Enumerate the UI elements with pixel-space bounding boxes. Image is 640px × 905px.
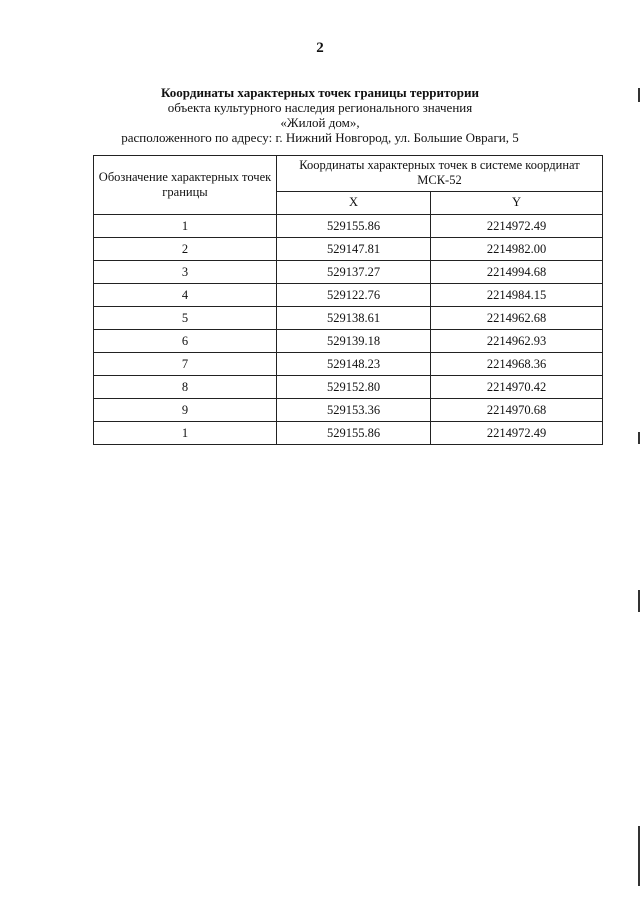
y-header: Y bbox=[431, 191, 603, 214]
y-cell: 2214982.00 bbox=[431, 238, 603, 261]
y-cell: 2214962.68 bbox=[431, 307, 603, 330]
table-row bbox=[94, 261, 603, 284]
heading-line-address: расположенного по адресу: г. Нижний Новгород, ул. Большие Овраги, 5 bbox=[121, 130, 519, 145]
x-cell: 529138.61 bbox=[277, 307, 431, 330]
y-cell: 2214972.49 bbox=[431, 215, 603, 238]
point-designation-header: Обозначение характерных точек границы bbox=[94, 156, 277, 215]
heading-line-name: «Жилой дом», bbox=[280, 115, 360, 130]
point-cell: 4 bbox=[94, 284, 277, 307]
x-cell: 529122.76 bbox=[277, 284, 431, 307]
table-row bbox=[94, 284, 603, 307]
table-row bbox=[94, 399, 603, 422]
point-cell: 1 bbox=[94, 422, 277, 445]
x-cell: 529152.80 bbox=[277, 376, 431, 399]
y-cell: 2214984.15 bbox=[431, 284, 603, 307]
x-cell: 529148.23 bbox=[277, 353, 431, 376]
document-heading bbox=[80, 85, 560, 145]
table-row bbox=[94, 376, 603, 399]
heading-line-object: объекта культурного наследия регионального значения bbox=[167, 100, 473, 115]
point-cell: 8 bbox=[94, 376, 277, 399]
y-cell: 2214970.68 bbox=[431, 399, 603, 422]
x-cell: 529155.86 bbox=[277, 215, 431, 238]
y-cell: 2214970.42 bbox=[431, 376, 603, 399]
coordinates-body bbox=[94, 215, 603, 445]
table-row bbox=[94, 215, 603, 238]
y-cell: 2214994.68 bbox=[431, 261, 603, 284]
x-cell: 529147.81 bbox=[277, 238, 431, 261]
table-row bbox=[94, 422, 603, 445]
point-cell: 9 bbox=[94, 399, 277, 422]
point-cell: 3 bbox=[94, 261, 277, 284]
point-cell: 2 bbox=[94, 238, 277, 261]
table-row bbox=[94, 307, 603, 330]
point-cell: 5 bbox=[94, 307, 277, 330]
x-cell: 529155.86 bbox=[277, 422, 431, 445]
coordinate-system-header: Координаты характерных точек в системе координат МСК-52 bbox=[277, 156, 603, 192]
page-number: 2 bbox=[316, 40, 324, 56]
point-cell: 7 bbox=[94, 353, 277, 376]
point-cell: 1 bbox=[94, 215, 277, 238]
y-cell: 2214972.49 bbox=[431, 422, 603, 445]
coordinates-table bbox=[93, 155, 603, 445]
table-row bbox=[94, 330, 603, 353]
x-header: X bbox=[277, 191, 431, 214]
x-cell: 529139.18 bbox=[277, 330, 431, 353]
document-title: Координаты характерных точек границы территории bbox=[161, 85, 479, 100]
x-cell: 529153.36 bbox=[277, 399, 431, 422]
table-row bbox=[94, 353, 603, 376]
y-cell: 2214968.36 bbox=[431, 353, 603, 376]
table-row bbox=[94, 238, 603, 261]
point-cell: 6 bbox=[94, 330, 277, 353]
x-cell: 529137.27 bbox=[277, 261, 431, 284]
y-cell: 2214962.93 bbox=[431, 330, 603, 353]
